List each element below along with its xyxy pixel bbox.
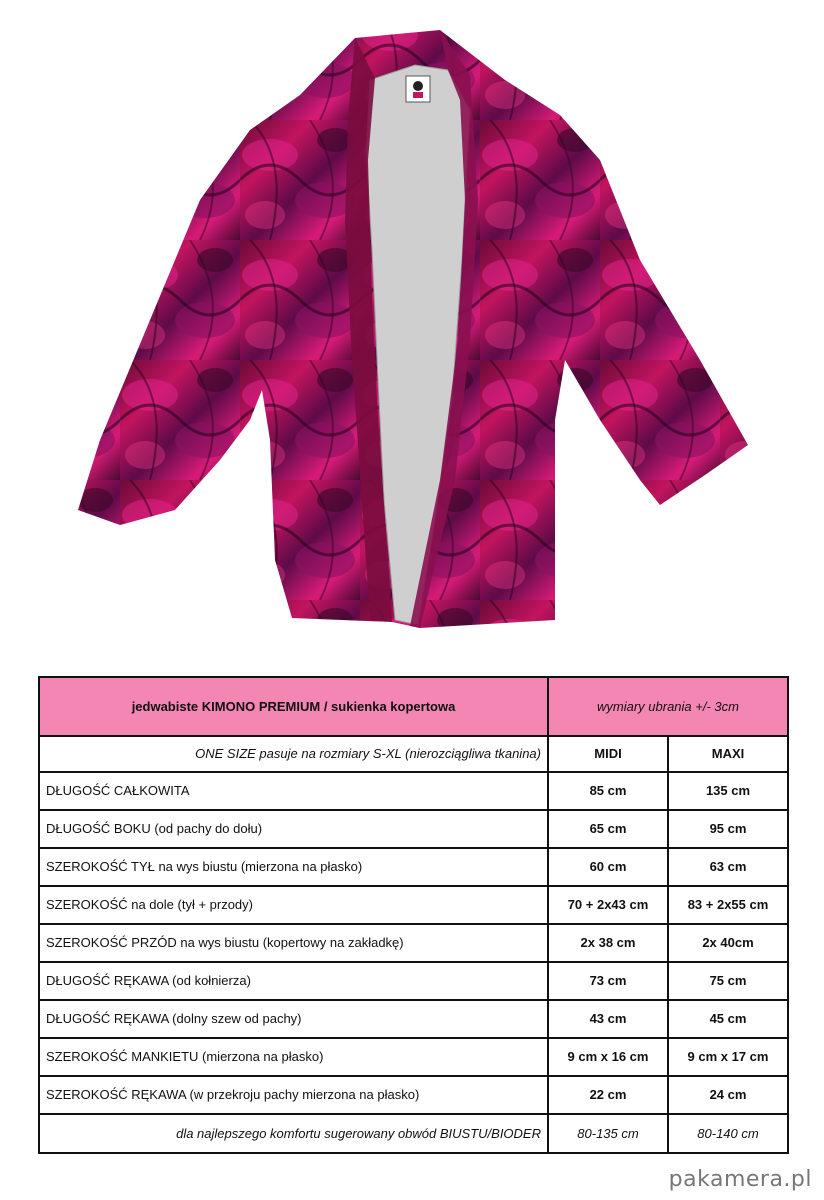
midi-value: 60 cm (548, 848, 668, 886)
table-footer-row (39, 1114, 788, 1153)
maxi-value: 2x 40cm (668, 924, 788, 962)
table-row (39, 962, 788, 1000)
midi-value: 43 cm (548, 1000, 668, 1038)
maxi-value: 135 cm (668, 772, 788, 810)
size-header-row (39, 736, 788, 772)
table-row (39, 886, 788, 924)
footer-label: dla najlepszego komfortu sugerowany obwód BIUSTU/BIODER (39, 1114, 548, 1153)
maxi-value: 83 + 2x55 cm (668, 886, 788, 924)
table-row (39, 1076, 788, 1114)
table-title: jedwabiste KIMONO PREMIUM / sukienka kopertowa (39, 677, 548, 736)
size-table (38, 676, 789, 1154)
row-label: SZEROKOŚĆ MANKIETU (mierzona na płasko) (39, 1038, 548, 1076)
maxi-value: 9 cm x 17 cm (668, 1038, 788, 1076)
footer-maxi-value: 80-140 cm (668, 1114, 788, 1153)
table-header-row (39, 677, 788, 736)
row-label: DŁUGOŚĆ CAŁKOWITA (39, 772, 548, 810)
midi-value: 9 cm x 16 cm (548, 1038, 668, 1076)
row-label: DŁUGOŚĆ BOKU (od pachy do dołu) (39, 810, 548, 848)
measurement-note: wymiary ubrania +/- 3cm (548, 677, 788, 736)
row-label: SZEROKOŚĆ na dole (tył + przody) (39, 886, 548, 924)
table-row (39, 848, 788, 886)
maxi-value: 45 cm (668, 1000, 788, 1038)
maxi-value: 95 cm (668, 810, 788, 848)
table-row (39, 810, 788, 848)
footer-midi-value: 80-135 cm (548, 1114, 668, 1153)
midi-value: 85 cm (548, 772, 668, 810)
table-row (39, 1000, 788, 1038)
maxi-value: 24 cm (668, 1076, 788, 1114)
table-row (39, 924, 788, 962)
midi-value: 70 + 2x43 cm (548, 886, 668, 924)
row-label: DŁUGOŚĆ RĘKAWA (od kołnierza) (39, 962, 548, 1000)
midi-value: 73 cm (548, 962, 668, 1000)
row-label: SZEROKOŚĆ RĘKAWA (w przekroju pachy mierzona na płasko) (39, 1076, 548, 1114)
column-midi: MIDI (548, 736, 668, 772)
table-row (39, 1038, 788, 1076)
midi-value: 22 cm (548, 1076, 668, 1114)
row-label: SZEROKOŚĆ PRZÓD na wys biustu (kopertowy na zakładkę) (39, 924, 548, 962)
maxi-value: 75 cm (668, 962, 788, 1000)
size-label: ONE SIZE pasuje na rozmiary S-XL (nierozciągliwa tkanina) (39, 736, 548, 772)
midi-value: 65 cm (548, 810, 668, 848)
table-row (39, 772, 788, 810)
watermark-logo: pakamera.pl (668, 1167, 812, 1192)
maxi-value: 63 cm (668, 848, 788, 886)
row-label: SZEROKOŚĆ TYŁ na wys biustu (mierzona na płasko) (39, 848, 548, 886)
midi-value: 2x 38 cm (548, 924, 668, 962)
column-maxi: MAXI (668, 736, 788, 772)
row-label: DŁUGOŚĆ RĘKAWA (dolny szew od pachy) (39, 1000, 548, 1038)
